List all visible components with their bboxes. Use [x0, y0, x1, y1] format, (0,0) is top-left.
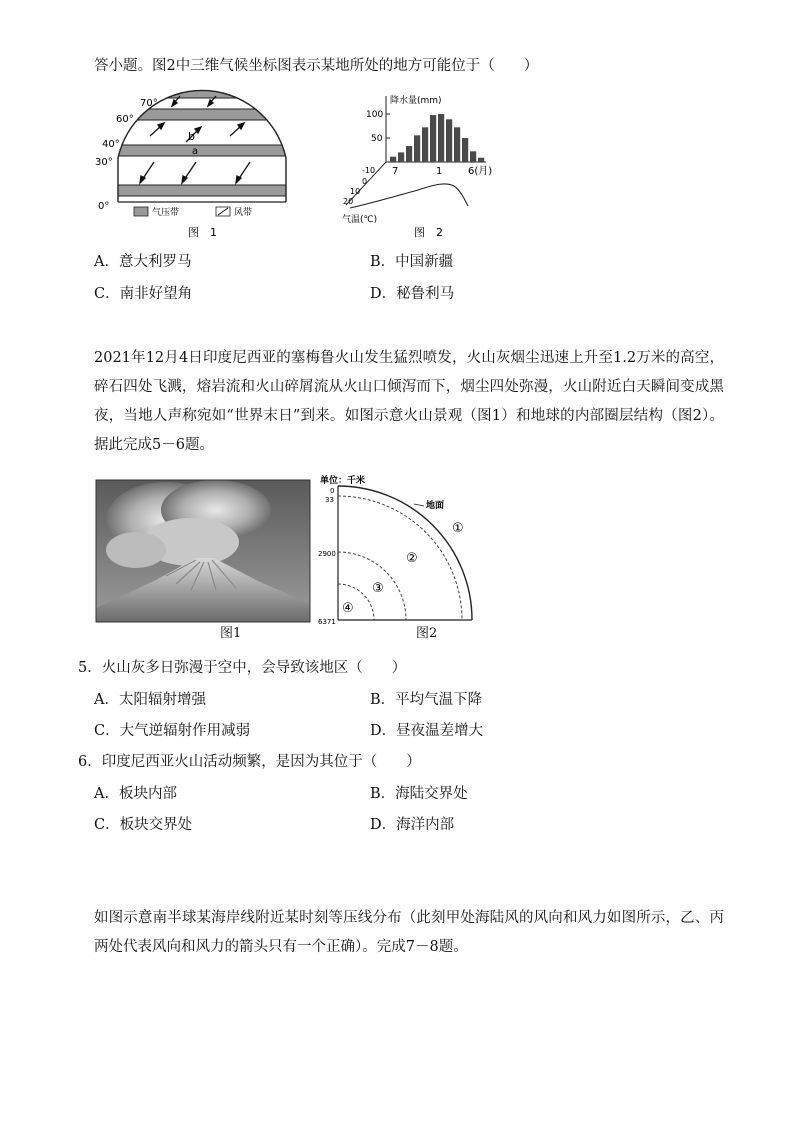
earth-structure-diagram: [318, 474, 498, 626]
legend-wind-label: 风带: [234, 208, 253, 218]
temp-label: 气温(℃): [342, 215, 378, 225]
temp-tick-m10: -10: [362, 166, 376, 175]
volcano-photo: [96, 480, 310, 622]
q5-stem: 5．火山灰多日弥漫于空中，会导致该地区（ ）: [78, 660, 407, 676]
q6-option-c[interactable]: C．板块交界处: [94, 817, 193, 833]
precip-bar-7: [390, 157, 396, 162]
precip-bar-12: [430, 115, 436, 162]
precip-bar-1: [438, 114, 444, 162]
lat-label-0: 0°: [98, 201, 110, 212]
passage-sea-breeze: 如图示意南半球某海岸线附近某时刻等压线分布（此刻甲处海陆风的风向和风力如图所示，乙、丙两处代表风向和风力的箭头只有一个正确）。完成7－8题。: [94, 910, 724, 955]
precip-bar-11: [422, 127, 428, 162]
temp-tick-10: 10: [350, 187, 361, 196]
ground-surface: [338, 486, 472, 620]
legend-pressure-label: 气压带: [152, 208, 180, 218]
q6-option-d[interactable]: D．海洋内部: [370, 817, 455, 833]
q5-option-b[interactable]: B．平均气温下降: [370, 692, 483, 708]
diagram-caption: 图2: [416, 626, 438, 641]
legend-pressure-swatch: [134, 207, 148, 216]
lat-label-40: 40°: [102, 139, 120, 150]
precip-tick-50: 50: [371, 134, 383, 144]
precip-label: 降水量(mm): [390, 96, 442, 106]
layer-3-label: ③: [372, 581, 384, 596]
unit-label: 单位：千米: [320, 476, 366, 486]
pressure-belt-70: [118, 90, 286, 98]
lat-label-30: 30°: [95, 157, 113, 168]
lat-label-70: 70°: [140, 98, 158, 109]
depth-2900: 2900: [318, 550, 336, 558]
precip-bar-8: [398, 152, 404, 162]
q4-option-a[interactable]: A．意大利罗马: [94, 254, 192, 270]
figure-2-caption: 图 2: [414, 226, 443, 239]
figure-1-wind-belts: [95, 86, 300, 239]
lat-label-60: 60°: [116, 114, 134, 125]
figure-1-caption: 图 1: [188, 226, 217, 239]
ground-label: 地面: [426, 501, 445, 511]
q5-option-a[interactable]: A．太阳辐射增强: [94, 692, 206, 708]
precip-tick-100: 100: [366, 110, 384, 120]
precip-bar-10: [414, 135, 420, 162]
q6-option-a[interactable]: A．板块内部: [94, 786, 177, 802]
q6-option-b[interactable]: B．海陆交界处: [370, 786, 468, 802]
precip-bars: [390, 114, 484, 162]
pressure-belt-equator: [118, 185, 286, 196]
belt-label-a: a: [192, 146, 199, 157]
layer-2-label: ②: [406, 551, 418, 566]
depth-6371: 6371: [318, 618, 336, 626]
q6-stem: 6．印度尼西亚火山活动频繁，是因为其位于（ ）: [78, 754, 421, 770]
precip-bar-5: [470, 151, 476, 162]
precip-bar-9: [406, 146, 412, 162]
passage-volcano: 2021年12月4日印度尼西亚的塞梅鲁火山发生猛烈喷发，火山灰烟尘迅速上升至1.2万米的高空，碎石四处飞溅，熔岩流和火山碎屑流从火山口倾泻而下，烟尘四处弥漫，火山附近白天瞬间变成黑夜，当地人声称宛如“世界末日”到来。如图示意火山景观（图1）和地球的内部圈层结构（图2）。据此完成5－6题。: [94, 350, 724, 453]
q4-option-c[interactable]: C．南非好望角: [94, 286, 193, 302]
q4-option-b[interactable]: B．中国新疆: [370, 254, 454, 270]
precip-bar-6: [478, 158, 484, 162]
belt-label-b: b: [188, 130, 195, 143]
month-tick-1: 1: [436, 166, 443, 177]
depth-0: 0: [330, 487, 335, 495]
figure-2-climate-chart: [336, 90, 506, 242]
intro-text: 答小题。图2中三维气候坐标图表示某地所处的地方可能位于（ ）: [94, 58, 539, 74]
precip-bar-4: [462, 138, 468, 162]
layer-1-label: ①: [452, 521, 464, 536]
moho-boundary: [338, 496, 462, 620]
layer-4-label: ④: [342, 601, 354, 616]
temperature-curve: [350, 184, 468, 208]
photo-caption: 图1: [220, 626, 242, 641]
pressure-belt-a: [118, 145, 286, 156]
q4-option-d[interactable]: D．秘鲁利马: [370, 286, 455, 302]
q5-option-d[interactable]: D．昼夜温差增大: [370, 723, 484, 739]
month-tick-7: 7: [392, 166, 399, 177]
temp-tick-20: 20: [343, 197, 354, 206]
precip-bar-3: [454, 127, 460, 162]
month-tick-6: 6(月): [468, 166, 493, 177]
precip-bar-2: [446, 119, 452, 162]
q5-option-c[interactable]: C．大气逆辐射作用减弱: [94, 723, 251, 739]
depth-33: 33: [325, 496, 334, 504]
temp-tick-0: 0: [362, 177, 368, 186]
